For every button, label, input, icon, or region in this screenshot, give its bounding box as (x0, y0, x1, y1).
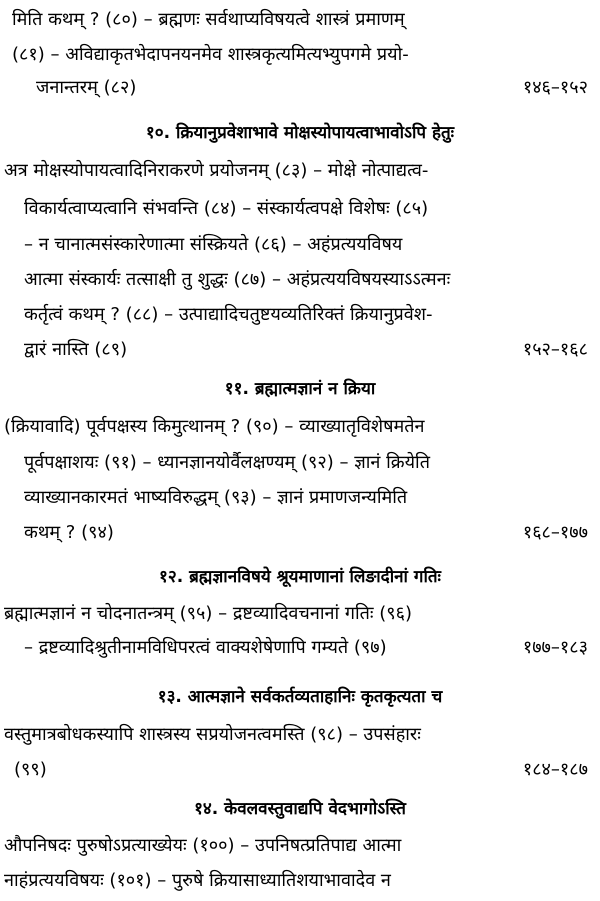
entry-text: नाहंप्रत्ययविषयः (१०१) – पुरुषे क्रियासाध्यातिशयाभावादेव न (4, 870, 391, 891)
section-heading-text: १०. क्रियानुप्रवेशाभावे मोक्षस्योपायत्वाभावोऽपि हेतुः (145, 123, 455, 143)
entry-line (0, 71, 600, 105)
entry-line (0, 154, 600, 188)
entry-line (0, 631, 600, 665)
entry-line (0, 516, 600, 550)
page-range: १४६–१५२ (522, 77, 588, 98)
entry-line (0, 864, 600, 898)
entry-line (0, 753, 600, 787)
entry-text: – न चानात्मसंस्कारेणात्मा संस्क्रियते (८६) – अहंप्रत्ययविषय (24, 234, 403, 255)
page-range: १७७–१८३ (522, 637, 588, 658)
entry-line (0, 3, 600, 37)
entry-text: कर्तृत्वं कथम् ? (८८) – उत्पाद्यादिचतुष्टयव्यतिरिक्तं क्रियानुप्रवेश- (24, 304, 433, 325)
entry-line (0, 298, 600, 332)
entry-line (0, 597, 600, 631)
section-heading (0, 116, 600, 150)
entry-text: (८१) – अविद्याकृतभेदापनयनमेव शास्त्रकृत्यमित्यभ्युपगमे प्रयो- (12, 44, 409, 65)
entry-line (0, 333, 600, 367)
entry-text: मिति कथम् ? (८०) – ब्रह्मणः सर्वथाप्यविषयत्वे शास्त्रं प्रमाणम् (12, 9, 405, 30)
page-range: १८४–१८७ (522, 759, 588, 780)
entry-text: द्वारं नास्ति (८९) (24, 339, 128, 360)
section-heading-text: १४. केवलवस्तुवाद्यपि वेदभागोऽस्ति (194, 799, 406, 819)
entry-line (0, 718, 600, 752)
entry-text: विकार्यत्वाप्यत्वानि संभवन्ति (८४) – संस्कार्यत्वपक्षे विशेषः (८५) (24, 198, 429, 219)
section-heading-text: १३. आत्मज्ञाने सर्वकर्तव्यताहानिः कृतकृत्यता च (157, 687, 443, 707)
entry-text: औपनिषदः पुरुषोऽप्रत्याख्येयः (१००) – उपनिषत्प्रतिपाद्य आत्मा (4, 835, 402, 856)
section-heading (0, 560, 600, 594)
entry-text: जनान्तरम् (८२) (36, 77, 137, 98)
entry-line (0, 192, 600, 226)
section-heading-text: ११. ब्रह्मात्मज्ञानं न क्रिया (224, 379, 376, 399)
entry-line (0, 263, 600, 297)
entry-line (0, 38, 600, 72)
section-heading-text: १२. ब्रह्मज्ञानविषये श्रूयमाणानां लिङादीनां गतिः (159, 567, 441, 587)
section-heading (0, 792, 600, 826)
section-heading (0, 372, 600, 406)
entry-text: अत्र मोक्षस्योपायत्वादिनिराकरणे प्रयोजनम् (८३) – मोक्षे नोत्पाद्यत्व- (4, 160, 429, 181)
entry-text: वस्तुमात्रबोधकस्यापि शास्त्रस्य सप्रयोजनत्वमस्ति (९८) – उपसंहारः (4, 724, 421, 745)
page-range: १६८–१७७ (522, 522, 588, 543)
entry-text: कथम् ? (९४) (24, 522, 114, 543)
entry-text: व्याख्यानकारमतं भाष्यविरुद्धम् (९३) – ज्ञानं प्रमाणजन्यमिति (24, 487, 408, 508)
entry-line (0, 228, 600, 262)
entry-text: ब्रह्मात्मज्ञानं न चोदनातन्त्रम् (९५) – द्रष्टव्यादिवचनानां गतिः (९६) (4, 603, 413, 624)
entry-line (0, 481, 600, 515)
entry-text: – द्रष्टव्यादिश्रुतीनामविधिपरत्वं वाक्यशेषेणापि गम्यते (९७) (24, 637, 387, 658)
page-range: १५२–१६८ (522, 339, 588, 360)
entry-line (0, 410, 600, 444)
entry-text: आत्मा संस्कार्यः तत्साक्षी तु शुद्धः (८७) – अहंप्रत्ययविषयस्याऽऽत्मनः (24, 269, 451, 290)
entry-line (0, 446, 600, 480)
entry-text: पूर्वपक्षाशयः (९१) – ध्यानज्ञानयोर्वैलक्षण्यम् (९२) – ज्ञानं क्रियेति (24, 452, 430, 473)
entry-text: (क्रियावादि) पूर्वपक्षस्य किमुत्थानम् ? (९०) – व्याख्यातृविशेषमतेन (4, 416, 425, 437)
section-heading (0, 680, 600, 714)
entry-text: (९९) (14, 759, 47, 780)
entry-line (0, 829, 600, 863)
